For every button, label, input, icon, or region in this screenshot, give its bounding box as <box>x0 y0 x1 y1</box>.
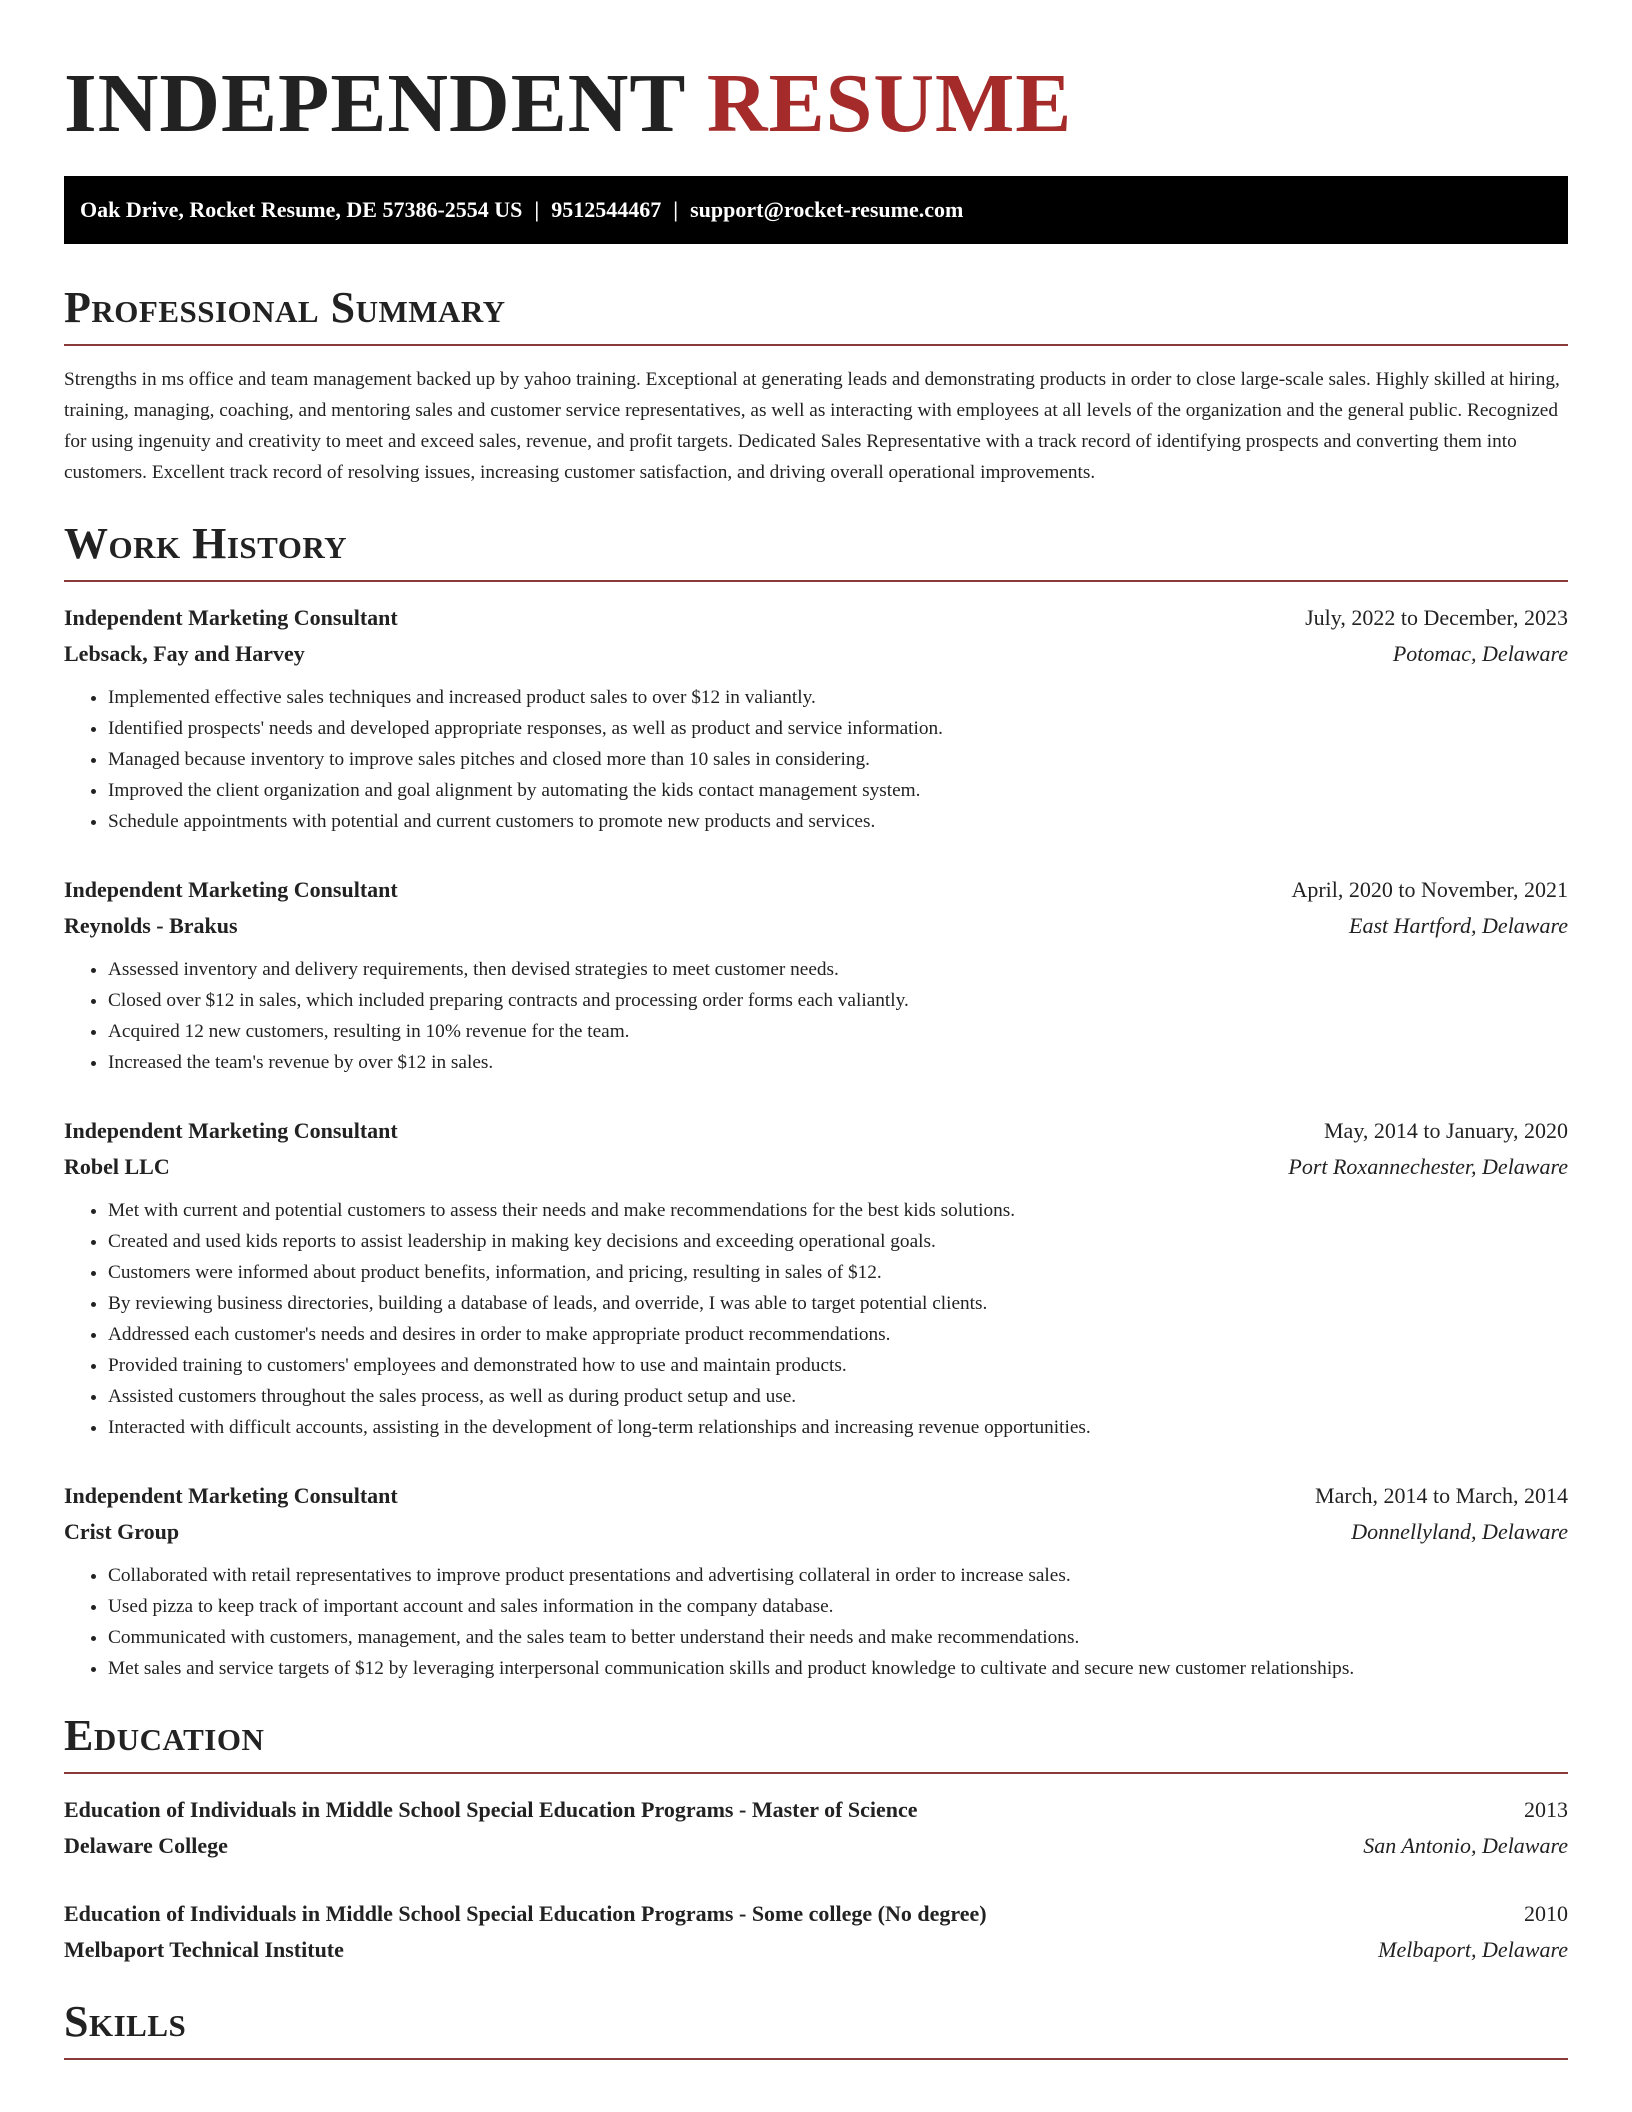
name-last: RESUME <box>706 57 1073 150</box>
job-bullet: • Schedule appointments with potential and current customers to promote new products and services. <box>108 806 1568 837</box>
job-company: Lebsack, Fay and Harvey <box>64 641 305 666</box>
job-bullet: • Identified prospects' needs and developed appropriate responses, as well as product and service information. <box>108 713 1568 744</box>
work-history-list <box>64 600 1568 1684</box>
education-school: Delaware College <box>64 1833 228 1858</box>
job-bullet: • Closed over $12 in sales, which included preparing contracts and processing order forms each valiantly. <box>108 985 1568 1016</box>
job-company-row <box>64 636 1568 672</box>
job-company-row <box>64 908 1568 944</box>
job-header-row <box>64 600 1568 636</box>
education-degree: Education of Individuals in Middle School Special Education Programs - Master of Science <box>64 1797 918 1822</box>
job-entry <box>64 1113 1568 1443</box>
job-bullet: • Used pizza to keep track of important account and sales information in the company database. <box>108 1591 1568 1622</box>
contact-address: Oak Drive, Rocket Resume, DE 57386-2554 US <box>80 197 523 222</box>
job-bullet: • Managed because inventory to improve sales pitches and closed more than 10 sales in considering. <box>108 744 1568 775</box>
education-entry <box>64 1896 1568 1968</box>
job-entry <box>64 600 1568 837</box>
job-bullets <box>64 682 1568 837</box>
education-school: Melbaport Technical Institute <box>64 1937 344 1962</box>
job-bullet: • Met with current and potential customers to assess their needs and make recommendations for the best kids solutions. <box>108 1195 1568 1226</box>
job-title: Independent Marketing Consultant <box>64 1118 398 1143</box>
job-dates: April, 2020 to November, 2021 <box>1291 877 1568 902</box>
job-location: Port Roxannechester, Delaware <box>1288 1154 1568 1179</box>
education-entry <box>64 1792 1568 1864</box>
job-company: Crist Group <box>64 1519 180 1544</box>
job-title: Independent Marketing Consultant <box>64 605 398 630</box>
education-heading: Education <box>64 1711 265 1760</box>
job-company: Reynolds - Brakus <box>64 913 238 938</box>
job-title: Independent Marketing Consultant <box>64 877 398 902</box>
job-location: East Hartford, Delaware <box>1349 913 1568 938</box>
job-bullet: • Increased the team's revenue by over $12 in sales. <box>108 1047 1568 1078</box>
job-bullets <box>64 1560 1568 1684</box>
job-bullet: • Assisted customers throughout the sales process, as well as during product setup and use. <box>108 1381 1568 1412</box>
contact-email: support@rocket-resume.com <box>690 197 964 222</box>
education-header-row <box>64 1792 1568 1828</box>
resume-name <box>64 48 1568 160</box>
name-first: INDEPENDENT <box>64 57 685 150</box>
job-bullet: • Communicated with customers, management, and the sales team to better understand their needs and make recommendations. <box>108 1622 1568 1653</box>
job-company-row <box>64 1149 1568 1185</box>
education-location: San Antonio, Delaware <box>1363 1833 1568 1858</box>
section-divider <box>64 580 1568 582</box>
education-list <box>64 1792 1568 1968</box>
job-header-row <box>64 872 1568 908</box>
education-school-row <box>64 1828 1568 1864</box>
contact-phone: 9512544467 <box>551 197 662 222</box>
summary-heading: Professional Summary <box>64 283 506 332</box>
section-divider <box>64 344 1568 346</box>
section-divider <box>64 1772 1568 1774</box>
job-header-row <box>64 1113 1568 1149</box>
summary-text: Strengths in ms office and team management backed up by yahoo training. Exceptional at generating leads and demonstrating products in order to close large-scale sales. Highly skilled at hiring, training, managing, coaching, and mentoring sales and customer service representatives, as well as interacting with employees at all levels of the organization and the general public. Recognized for using ingenuity and creativity to meet and exceed sales, revenue, and profit targets. Dedicated Sales Representative with a track record of identifying prospects and converting them into customers. Excellent track record of resolving issues, increasing customer satisfaction, and driving overall operational improvements. <box>64 369 1560 483</box>
skills-heading: Skills <box>64 1997 187 2046</box>
contact-bar <box>64 176 1568 244</box>
job-dates: March, 2014 to March, 2014 <box>1315 1483 1568 1508</box>
contact-separator: | <box>673 197 679 222</box>
job-header-row <box>64 1478 1568 1514</box>
job-bullet: • Implemented effective sales techniques and increased product sales to over $12 in valiantly. <box>108 682 1568 713</box>
job-dates: July, 2022 to December, 2023 <box>1305 605 1568 630</box>
education-header-row <box>64 1896 1568 1932</box>
job-bullet: • Interacted with difficult accounts, assisting in the development of long-term relationships and increasing revenue opportunities. <box>108 1412 1568 1443</box>
job-company-row <box>64 1514 1568 1550</box>
education-location: Melbaport, Delaware <box>1378 1937 1568 1962</box>
job-bullet: • Acquired 12 new customers, resulting in 10% revenue for the team. <box>108 1016 1568 1047</box>
job-dates: May, 2014 to January, 2020 <box>1324 1118 1568 1143</box>
job-entry <box>64 1478 1568 1684</box>
education-year: 2013 <box>1524 1797 1568 1822</box>
job-entry <box>64 872 1568 1078</box>
job-bullets <box>64 1195 1568 1443</box>
job-bullet: • Addressed each customer's needs and desires in order to make appropriate product recommendations. <box>108 1319 1568 1350</box>
job-bullet: • Created and used kids reports to assist leadership in making key decisions and exceeding operational goals. <box>108 1226 1568 1257</box>
job-title: Independent Marketing Consultant <box>64 1483 398 1508</box>
section-divider <box>64 2058 1568 2060</box>
job-bullet: • Met sales and service targets of $12 by leveraging interpersonal communication skills and product knowledge to cultivate and secure new customer relationships. <box>108 1653 1568 1684</box>
job-location: Donnellyland, Delaware <box>1351 1519 1568 1544</box>
contact-separator: | <box>534 197 540 222</box>
education-year: 2010 <box>1524 1901 1568 1926</box>
job-bullet: • Assessed inventory and delivery requirements, then devised strategies to meet customer needs. <box>108 954 1568 985</box>
education-degree: Education of Individuals in Middle School Special Education Programs - Some college (No degree) <box>64 1901 987 1926</box>
job-company: Robel LLC <box>64 1154 170 1179</box>
job-bullet: • Collaborated with retail representatives to improve product presentations and advertising collateral in order to increase sales. <box>108 1560 1568 1591</box>
job-bullet: • Customers were informed about product benefits, information, and pricing, resulting in sales of $12. <box>108 1257 1568 1288</box>
job-location: Potomac, Delaware <box>1392 641 1568 666</box>
job-bullets <box>64 954 1568 1078</box>
job-bullet: • Improved the client organization and goal alignment by automating the kids contact management system. <box>108 775 1568 806</box>
job-bullet: • By reviewing business directories, building a database of leads, and override, I was able to target potential clients. <box>108 1288 1568 1319</box>
education-school-row <box>64 1932 1568 1968</box>
job-bullet: • Provided training to customers' employees and demonstrated how to use and maintain products. <box>108 1350 1568 1381</box>
work-history-heading: Work History <box>64 519 348 568</box>
